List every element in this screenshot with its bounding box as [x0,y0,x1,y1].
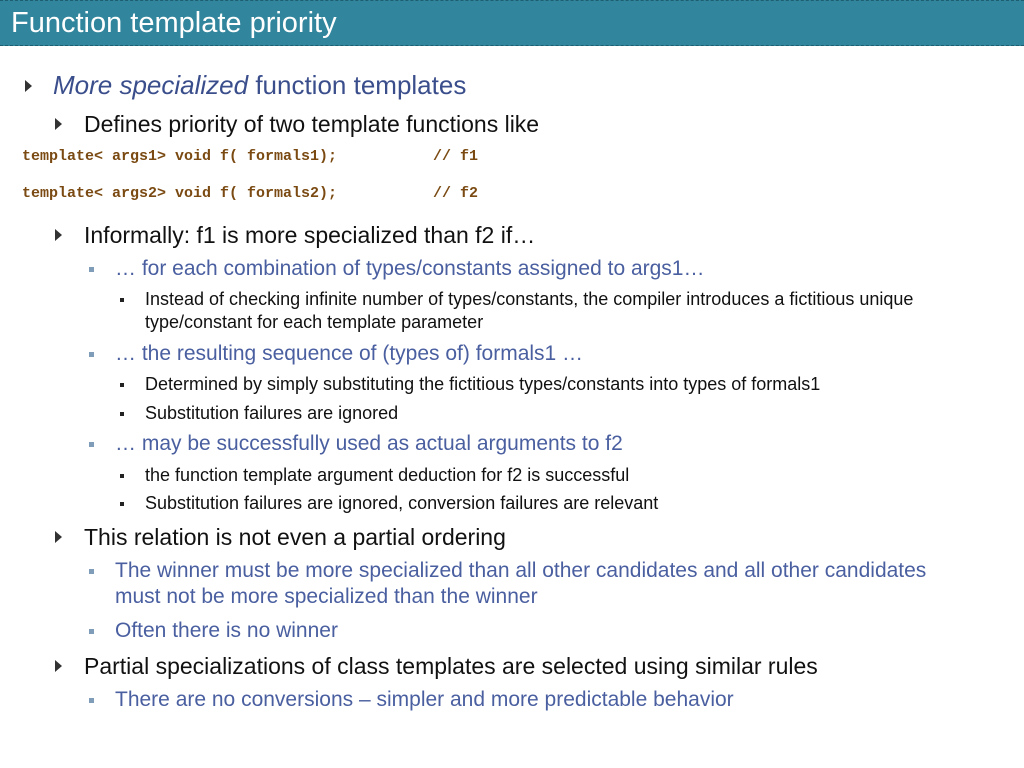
informally-subitem-3b: Substitution failures are ignored, conversion failures are relevant [145,493,659,513]
informally-subitem-1a: Instead of checking infinite number of types/constants, the compiler introduces a fictitious unique [145,289,914,309]
heading-italic: More specialized [53,70,249,100]
code-line-2: template< args2> void f( formals2); [22,185,338,202]
bullet-square-icon [120,298,124,302]
relation-item-1a: The winner must be more specialized than all other candidates and all other candidates [115,559,927,582]
title-bar [0,0,1024,46]
bullet-square-icon [89,442,94,447]
intro-text: Defines priority of two template functions like [84,111,540,137]
partial-item-1: There are no conversions – simpler and more predictable behavior [115,688,734,711]
heading-rest: function templates [248,70,467,100]
slide-title: Function template priority [11,7,337,39]
bullet-triangle-icon [55,229,62,241]
relation-item-1b: must not be more specialized than the winner [115,585,538,608]
bullet-square-icon [120,474,124,478]
relation-text: This relation is not even a partial ordering [84,524,506,550]
heading [53,70,466,101]
code-comment-2: // f2 [433,185,479,202]
relation-item-2: Often there is no winner [115,619,338,642]
bullet-square-icon [89,267,94,272]
informally-subitem-2a: Determined by simply substituting the fictitious types/constants into types of formals1 [145,374,821,394]
informally-item-2: … the resulting sequence of (types of) formals1 … [115,342,584,365]
code-comment-1: // f1 [433,148,479,165]
bullet-square-icon [89,352,94,357]
informally-text: Informally: f1 is more specialized than f2 if… [84,222,536,248]
partial-text: Partial specializations of class templates are selected using similar rules [84,653,818,679]
informally-subitem-1b: type/constant for each template parameter [145,312,484,332]
bullet-square-icon [120,383,124,387]
bullet-square-icon [120,502,124,506]
bullet-square-icon [120,412,124,416]
bullet-square-icon [89,698,94,703]
bullet-triangle-icon [55,660,62,672]
bullet-square-icon [89,629,94,634]
bullet-square-icon [89,569,94,574]
informally-subitem-3a: the function template argument deduction for f2 is successful [145,465,630,485]
bullet-triangle-icon [55,531,62,543]
bullet-triangle-icon [25,80,32,92]
informally-item-3: … may be successfully used as actual arguments to f2 [115,432,623,455]
code-line-1: template< args1> void f( formals1); [22,148,338,165]
informally-item-1: … for each combination of types/constants assigned to args1… [115,257,705,280]
informally-subitem-2b: Substitution failures are ignored [145,403,399,423]
bullet-triangle-icon [55,118,62,130]
